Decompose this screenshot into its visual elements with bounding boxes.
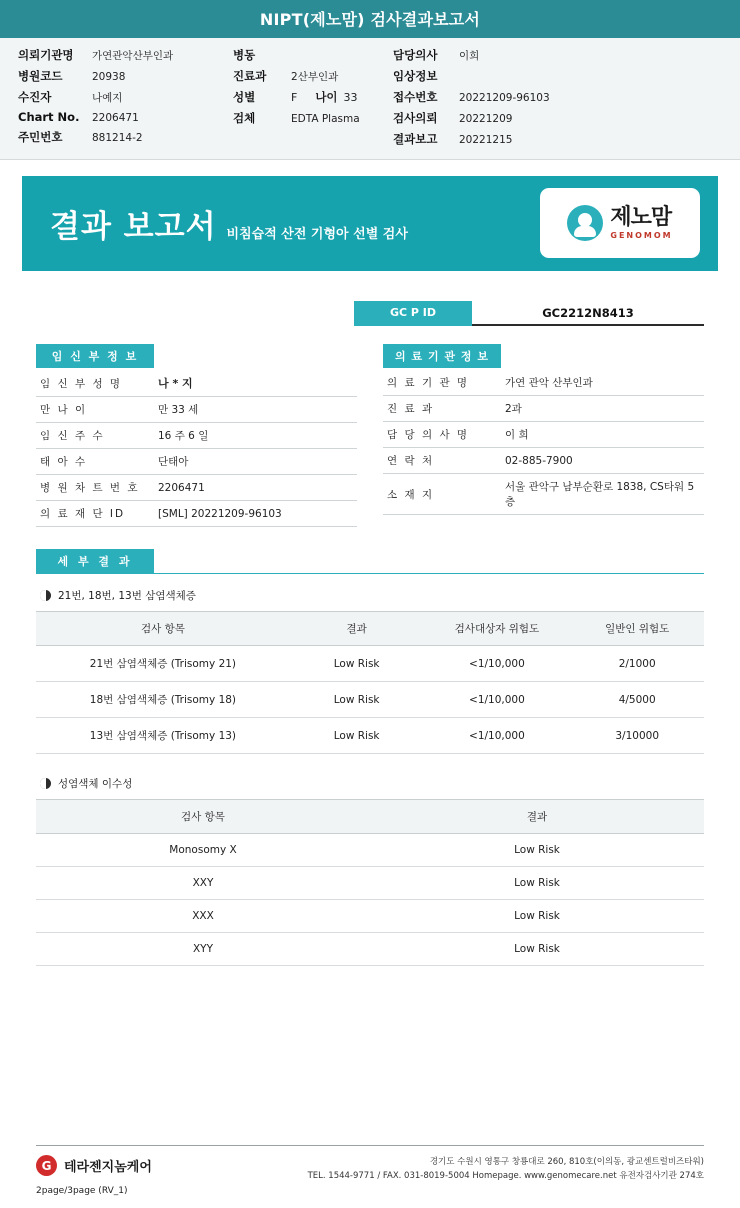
value-report-date: 20221215 xyxy=(459,134,513,146)
info-row-hospital-code xyxy=(18,68,233,84)
xyy-result: Low Risk xyxy=(370,933,704,966)
label-request-date: 검사의뢰 xyxy=(393,111,438,125)
info-row-specimen xyxy=(233,110,393,126)
table-row xyxy=(383,396,704,422)
xxy-item: XXY xyxy=(36,867,370,900)
half-circle-icon xyxy=(40,590,51,601)
t18-general-risk: 4/5000 xyxy=(570,682,704,718)
info-row-chart-no xyxy=(18,110,233,124)
institution-phone-label: 연 락 처 xyxy=(387,455,435,467)
detail-result-header xyxy=(36,549,704,574)
gestational-week-label: 임 신 주 수 xyxy=(40,430,105,442)
t18-item: 18번 삼염색체증 (Trisomy 18) xyxy=(36,682,290,718)
document-footer xyxy=(0,1145,740,1208)
t18-result: Low Risk xyxy=(290,682,424,718)
genomom-logo-text xyxy=(610,204,673,240)
patient-info-column-1 xyxy=(18,47,233,147)
gcp-id-label: GC P ID xyxy=(354,301,472,326)
pregnant-age-label: 만 나 이 xyxy=(40,404,88,416)
t18-subject-risk: <1/10,000 xyxy=(423,682,570,718)
page-number: 2page/3page (RV_1) xyxy=(36,1186,128,1196)
col-result-2: 결과 xyxy=(370,800,704,834)
pregnant-info-table xyxy=(36,370,357,527)
value-doctor: 이희 xyxy=(459,50,480,62)
table-row xyxy=(36,682,704,718)
value-age: 33 xyxy=(343,91,358,104)
value-resident-no: 881214-2 xyxy=(92,132,143,144)
detail-result-title: 세 부 결 과 xyxy=(36,549,154,573)
table-row xyxy=(36,834,704,867)
trisomy-result-table xyxy=(36,611,704,754)
info-row-institution xyxy=(18,47,233,63)
banner-wrapper xyxy=(0,160,740,271)
info-row-reception-no xyxy=(393,89,613,105)
t21-result: Low Risk xyxy=(290,646,424,682)
institution-address-label: 소 재 지 xyxy=(387,488,435,501)
label-ward: 병동 xyxy=(233,48,256,62)
footer-divider xyxy=(36,1145,704,1146)
institution-doctor-label: 담 당 의 사 명 xyxy=(387,429,470,441)
table-row xyxy=(36,423,357,449)
banner-title: 결과 보고서 xyxy=(50,209,217,245)
info-row-request-date xyxy=(393,110,613,126)
pregnant-age-value: 만 33 세 xyxy=(158,404,199,416)
label-hospital-code: 병원코드 xyxy=(18,69,63,83)
info-row-report-date xyxy=(393,131,613,147)
report-banner xyxy=(22,176,718,271)
company-contact: TEL. 1544-9771 / FAX. 031-8019-5004 Homepage. www.genomecare.net 유전자검사기관 274호 xyxy=(307,1171,704,1182)
table-row xyxy=(383,474,704,515)
value-hospital-code: 20938 xyxy=(92,71,126,83)
label-specimen: 검체 xyxy=(233,111,256,125)
t13-general-risk: 3/10000 xyxy=(570,718,704,754)
table-header-row xyxy=(36,612,704,646)
gcp-id-row xyxy=(36,301,704,326)
t13-item: 13번 삼염색체증 (Trisomy 13) xyxy=(36,718,290,754)
value-specimen: EDTA Plasma xyxy=(291,113,360,125)
xxx-item: XXX xyxy=(36,900,370,933)
table-row xyxy=(383,422,704,448)
label-reception-no: 접수번호 xyxy=(393,90,438,104)
label-clinical-info: 임상정보 xyxy=(393,69,438,83)
hospital-chart-no-label: 병 원 차 트 번 호 xyxy=(40,482,140,494)
gcp-id-value: GC2212N8413 xyxy=(472,301,704,326)
footer-left xyxy=(36,1155,152,1196)
table-row xyxy=(36,475,357,501)
institution-name-label: 의 료 기 관 명 xyxy=(387,377,470,389)
table-row xyxy=(36,370,357,397)
info-row-resident-no xyxy=(18,129,233,145)
label-chart-no: Chart No. xyxy=(18,110,80,124)
value-department: 2산부인과 xyxy=(291,71,339,83)
document-title-bar xyxy=(0,0,740,38)
trisomy-heading-text: 21번, 18번, 13번 삼염색체증 xyxy=(58,590,196,602)
company-name: 테라젠지놈케어 xyxy=(64,1160,152,1175)
col-subject-risk: 검사대상자 위험도 xyxy=(423,612,570,646)
table-row xyxy=(383,448,704,474)
gestational-week-value: 16 주 6 일 xyxy=(158,430,209,442)
institution-info-title: 의 료 기 관 정 보 xyxy=(383,344,501,368)
sexchrom-heading-text: 성염색체 이수성 xyxy=(58,778,133,790)
table-row xyxy=(36,933,704,966)
xxy-result: Low Risk xyxy=(370,867,704,900)
sexchrom-group-heading xyxy=(40,776,704,791)
table-header-row xyxy=(36,800,704,834)
col-test-item-2: 검사 항목 xyxy=(36,800,370,834)
label-department: 진료과 xyxy=(233,69,267,83)
t21-subject-risk: <1/10,000 xyxy=(423,646,570,682)
foundation-id-label: 의 료 재 단 ID xyxy=(40,508,126,520)
table-row xyxy=(36,501,357,527)
label-patient-name: 수진자 xyxy=(18,90,52,104)
footer-right xyxy=(308,1155,704,1184)
label-age: 나이 xyxy=(315,90,338,104)
value-request-date: 20221209 xyxy=(459,113,513,125)
footer-content xyxy=(36,1155,704,1196)
patient-info-column-3 xyxy=(393,47,613,147)
hospital-chart-no-value: 2206471 xyxy=(158,481,205,494)
info-row-doctor xyxy=(393,47,613,63)
institution-dept-label: 진 료 과 xyxy=(387,403,435,415)
institution-phone-value: 02-885-7900 xyxy=(505,454,573,467)
label-report-date: 결과보고 xyxy=(393,132,438,146)
t13-result: Low Risk xyxy=(290,718,424,754)
t13-subject-risk: <1/10,000 xyxy=(423,718,570,754)
company-logo-icon: G xyxy=(36,1155,57,1176)
fetus-count-label: 태 아 수 xyxy=(40,456,88,468)
info-row-sex-age xyxy=(233,89,393,105)
t21-item: 21번 삼염색체증 (Trisomy 21) xyxy=(36,646,290,682)
table-row xyxy=(36,449,357,475)
value-sex: F xyxy=(291,91,298,104)
monosomy-x-item: Monosomy X xyxy=(36,834,370,867)
detail-divider xyxy=(36,573,704,574)
xyy-item: XYY xyxy=(36,933,370,966)
page-title: NIPT(제노맘) 검사결과보고서 xyxy=(259,10,481,29)
institution-name-value: 가연 관악 산부인과 xyxy=(505,377,593,389)
table-row xyxy=(36,867,704,900)
col-general-risk: 일반인 위험도 xyxy=(570,612,704,646)
table-row xyxy=(36,900,704,933)
institution-info-table xyxy=(383,370,704,515)
patient-info-panel xyxy=(0,38,740,160)
value-patient-name: 나예지 xyxy=(92,92,123,104)
company-address: 경기도 수원시 영통구 창룡대로 260, 810호(이의동, 광교센트럴비즈타워) xyxy=(429,1157,704,1167)
info-row-clinical-info xyxy=(393,68,613,84)
trisomy-group-heading xyxy=(40,588,704,603)
t21-general-risk: 2/1000 xyxy=(570,646,704,682)
table-row xyxy=(36,646,704,682)
label-institution: 의뢰기관명 xyxy=(18,48,74,62)
value-institution: 가연관악산부인과 xyxy=(92,50,174,62)
info-row-department xyxy=(233,68,393,84)
institution-info-section xyxy=(383,344,704,527)
label-resident-no: 주민번호 xyxy=(18,130,63,144)
label-sex: 성별 xyxy=(233,90,256,104)
genomom-logo-korean: 제노맘 xyxy=(610,204,672,230)
genomom-logo-icon xyxy=(567,205,603,241)
table-row xyxy=(36,718,704,754)
info-row-ward xyxy=(233,47,393,63)
value-reception-no: 20221209-96103 xyxy=(459,92,550,104)
pregnant-info-title: 임 신 부 정 보 xyxy=(36,344,154,368)
report-content xyxy=(0,271,740,966)
half-circle-icon xyxy=(40,778,51,789)
institution-doctor-value: 이 희 xyxy=(505,429,529,441)
institution-dept-value: 2과 xyxy=(505,403,522,415)
institution-address-value: 서울 관악구 남부순환로 1838, CS타워 5층 xyxy=(505,481,695,508)
banner-subtitle: 비침습적 산전 기형아 선별 검사 xyxy=(226,227,408,242)
fetus-count-value: 단태아 xyxy=(158,456,189,468)
company-logo xyxy=(36,1155,152,1176)
patient-info-column-2 xyxy=(233,47,393,147)
col-result: 결과 xyxy=(290,612,424,646)
genomom-logo xyxy=(540,188,700,258)
info-sections xyxy=(36,344,704,527)
xxx-result: Low Risk xyxy=(370,900,704,933)
pregnant-info-section xyxy=(36,344,357,527)
col-test-item: 검사 항목 xyxy=(36,612,290,646)
sex-chromosome-result-table xyxy=(36,799,704,966)
genomom-logo-english: GENOMOM xyxy=(610,230,673,240)
info-row-patient-name xyxy=(18,89,233,105)
table-row xyxy=(383,370,704,396)
pregnant-name-value: 나 * 지 xyxy=(158,377,193,390)
foundation-id-value: [SML] 20221209-96103 xyxy=(158,507,282,520)
label-doctor: 담당의사 xyxy=(393,48,438,62)
table-row xyxy=(36,397,357,423)
value-chart-no: 2206471 xyxy=(92,112,139,124)
monosomy-x-result: Low Risk xyxy=(370,834,704,867)
pregnant-name-label: 임 신 부 성 명 xyxy=(40,377,123,390)
